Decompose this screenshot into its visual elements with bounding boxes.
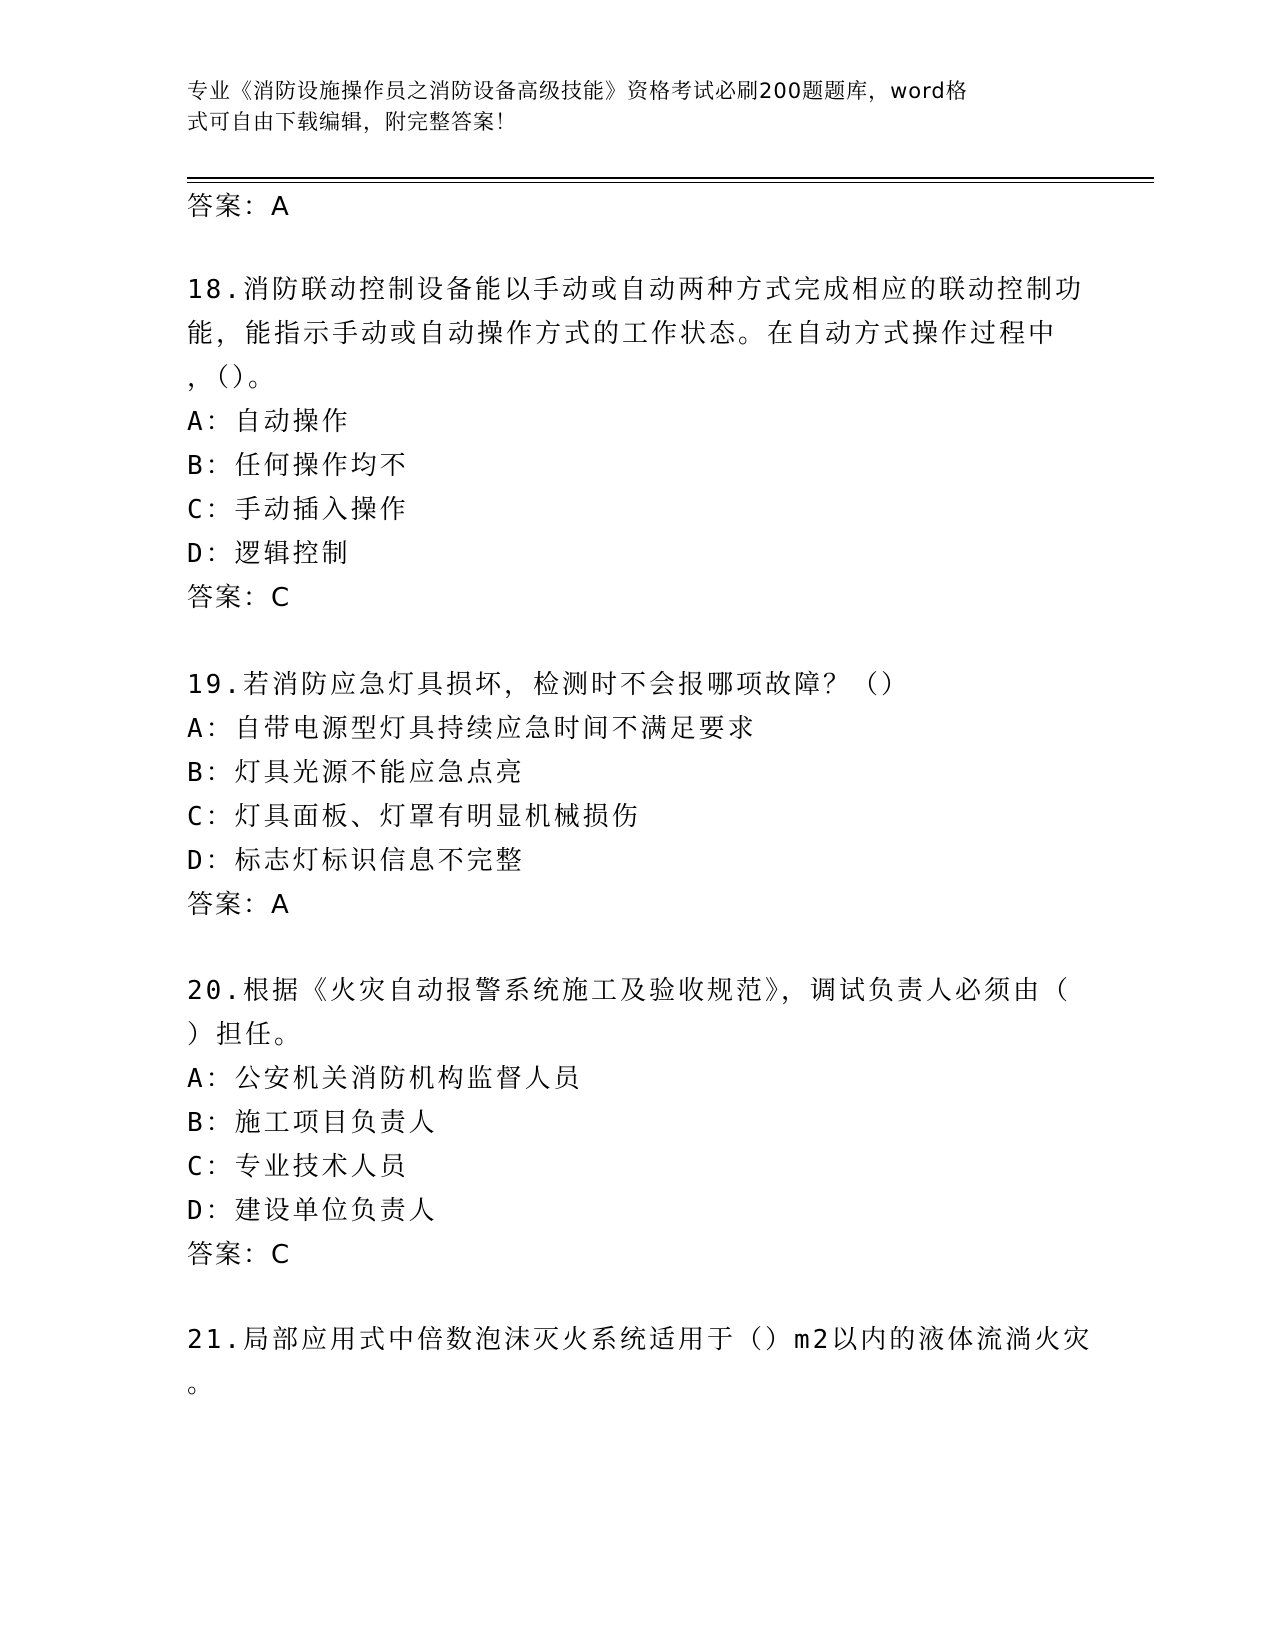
question-20-option-d: D：建设单位负责人 [187, 1196, 438, 1226]
question-20-option-c: C：专业技术人员 [187, 1152, 409, 1182]
question-18-answer: 答案：C [187, 583, 292, 613]
header-title-line-2: 式可自由下载编辑，附完整答案！ [187, 110, 517, 134]
question-19-stem-line-1: 19.若消防应急灯具损坏，检测时不会报哪项故障？（） [187, 670, 910, 700]
question-19-answer: 答案：A [187, 890, 291, 920]
question-21-stem-line-2: 。 [187, 1369, 217, 1399]
question-18-option-c: C：手动插入操作 [187, 495, 409, 525]
header-divider-thin [187, 182, 1154, 183]
question-18-stem-line-1: 18.消防联动控制设备能以手动或自动两种方式完成相应的联动控制功 [187, 275, 1084, 305]
question-18-stem-line-3: ，（）。 [187, 363, 278, 393]
question-18-option-a: A：自动操作 [187, 407, 351, 437]
question-18-option-b: B：任何操作均不 [187, 451, 409, 481]
question-20-option-b: B：施工项目负责人 [187, 1108, 438, 1138]
question-19-option-a: A：自带电源型灯具持续应急时间不满足要求 [187, 714, 757, 744]
header-divider-thick [187, 177, 1154, 179]
question-18-option-d: D：逻辑控制 [187, 539, 351, 569]
question-21-stem-line-1: 21.局部应用式中倍数泡沫灭火系统适用于（）m2以内的液体流淌火灾 [187, 1325, 1093, 1355]
question-20-answer: 答案：C [187, 1240, 292, 1270]
question-20-stem-line-1: 20.根据《火灾自动报警系统施工及验收规范》，调试负责人必须由（ [187, 976, 1071, 1006]
question-19-option-c: C：灯具面板、灯罩有明显机械损伤 [187, 802, 641, 832]
question-20-stem-line-2: ）担任。 [187, 1020, 304, 1050]
answer-previous-question: 答案：A [187, 192, 291, 222]
question-18-stem-line-2: 能，能指示手动或自动操作方式的工作状态。在自动方式操作过程中 [187, 319, 1058, 349]
header-title-line-1: 专业《消防设施操作员之消防设备高级技能》资格考试必刷200题题库，word格 [187, 79, 968, 103]
question-20-option-a: A：公安机关消防机构监督人员 [187, 1064, 583, 1094]
document-header [187, 76, 1067, 138]
question-19-option-d: D：标志灯标识信息不完整 [187, 846, 525, 876]
question-19-option-b: B：灯具光源不能应急点亮 [187, 758, 525, 788]
